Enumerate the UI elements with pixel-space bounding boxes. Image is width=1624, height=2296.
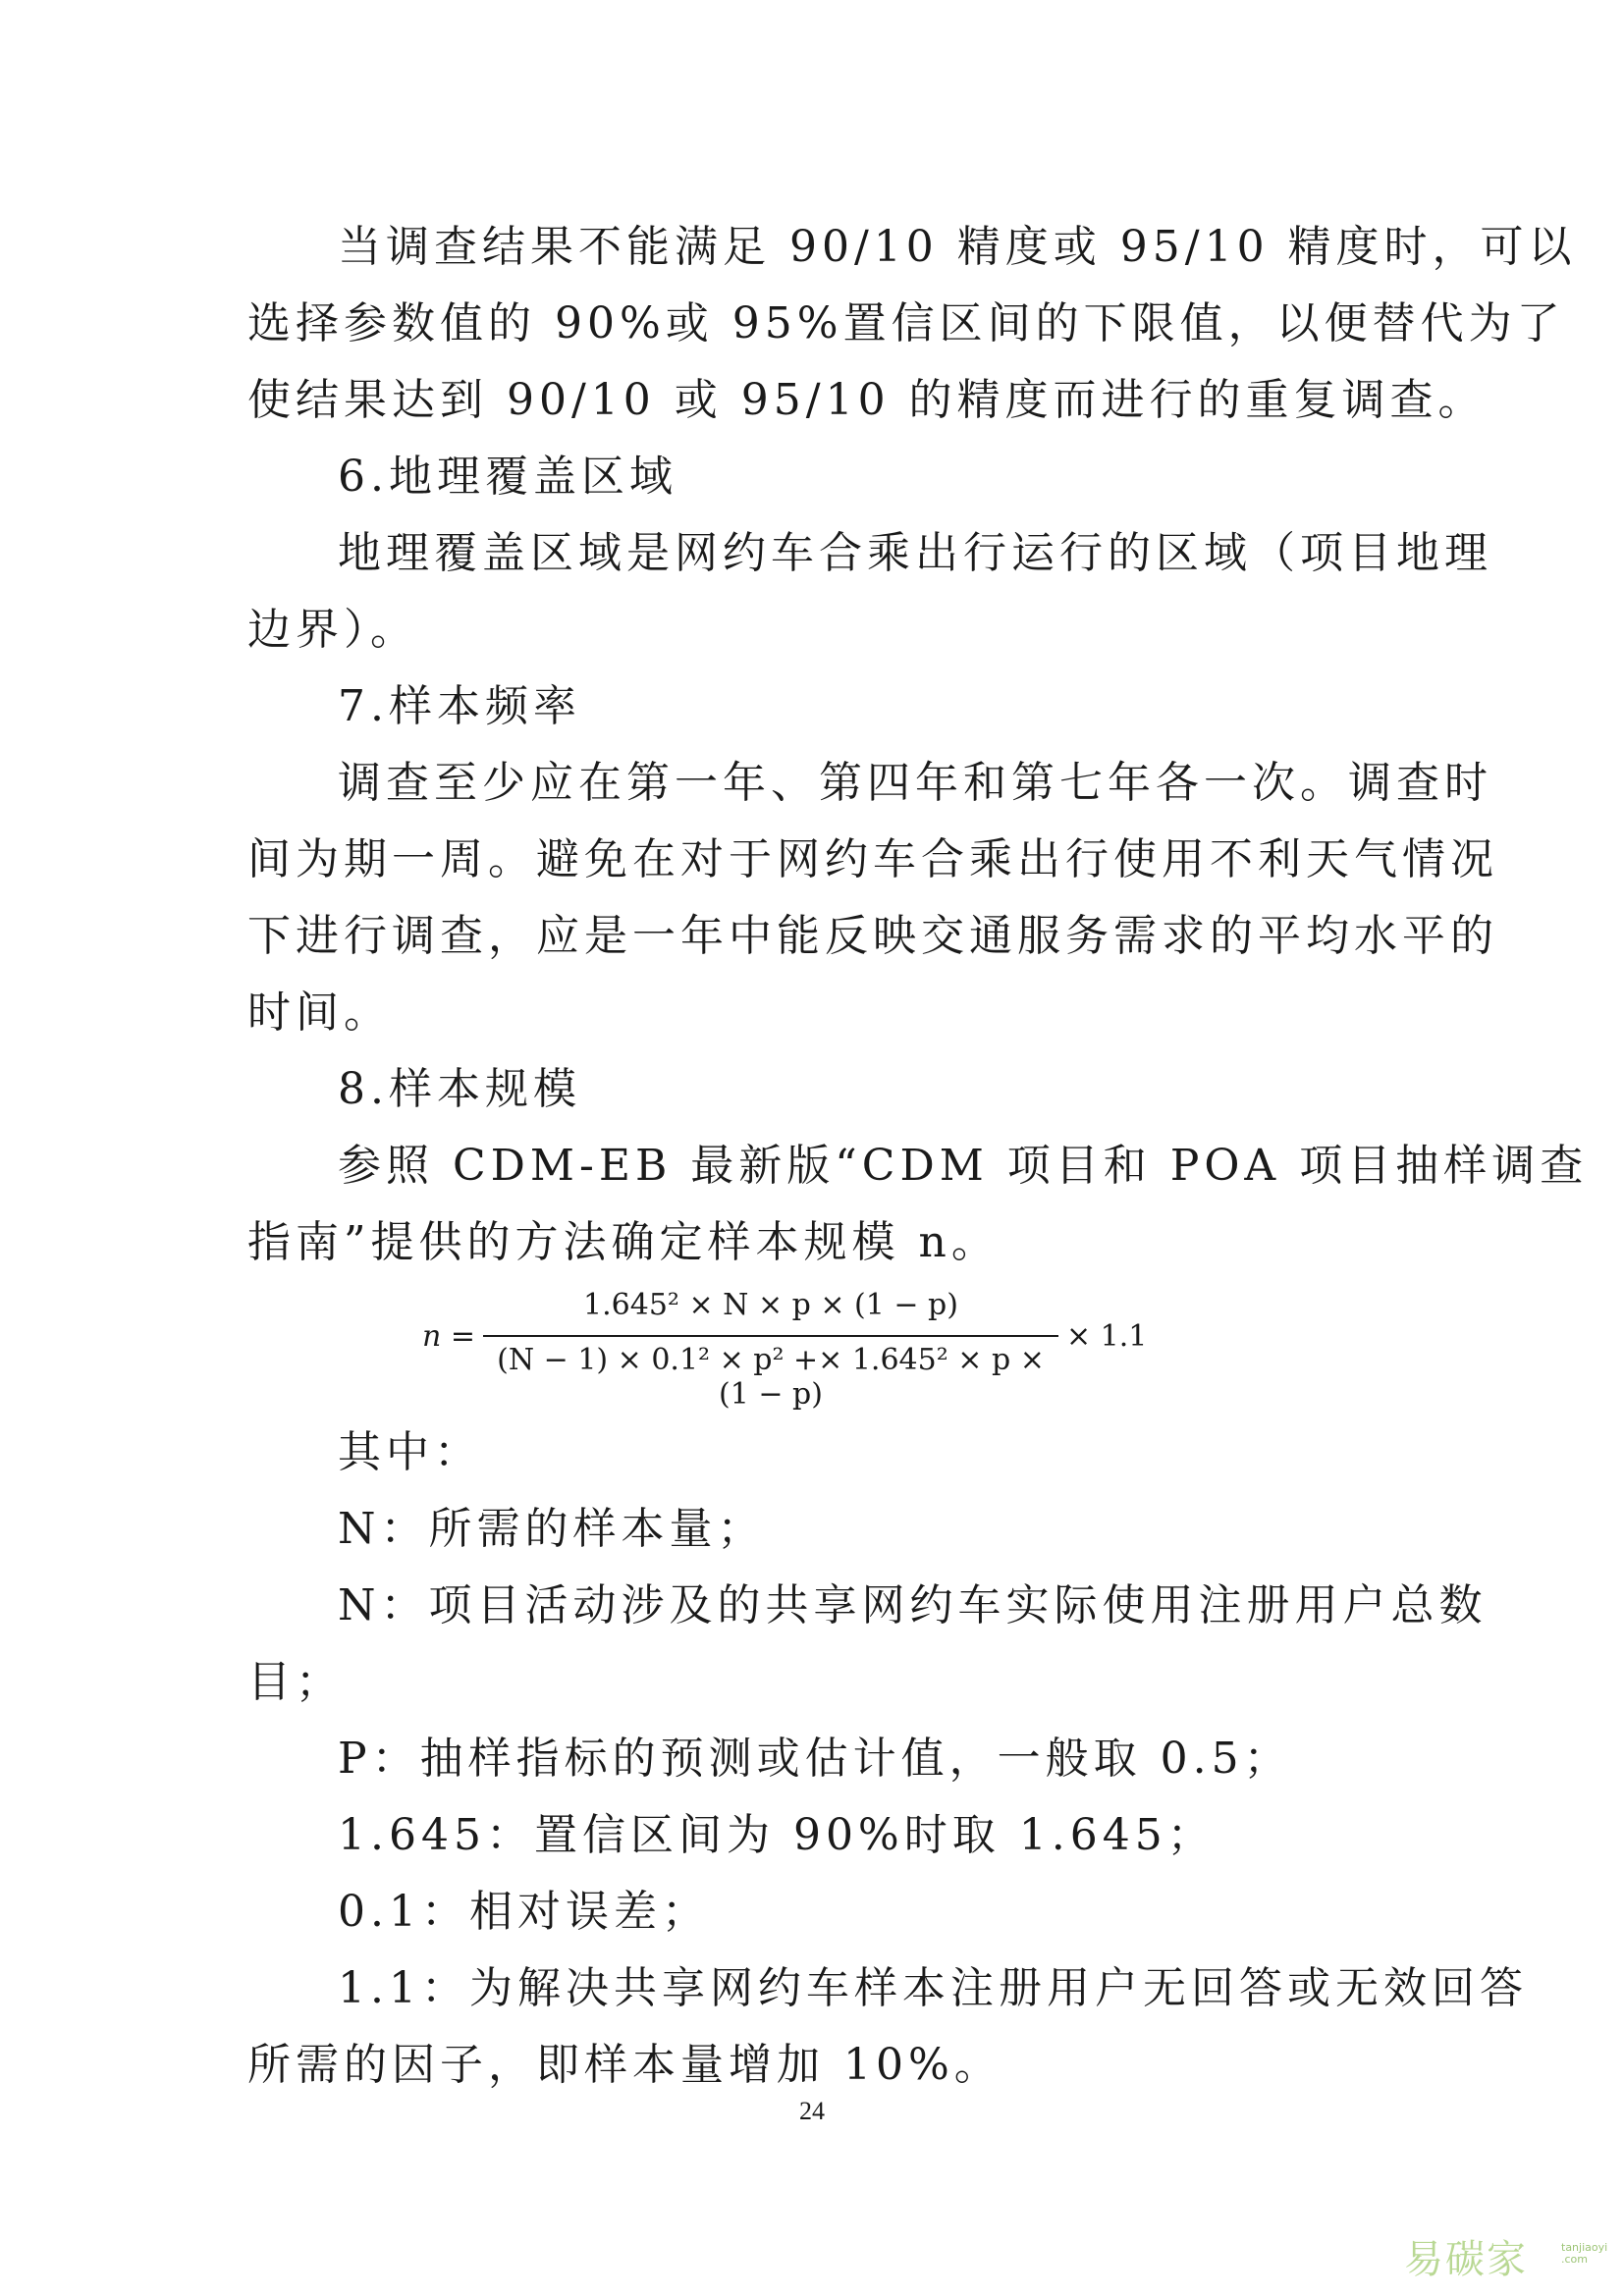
paragraph-line: 当调查结果不能满足 90/10 精度或 95/10 精度时，可以 bbox=[338, 222, 1577, 272]
fraction-bar bbox=[483, 1335, 1058, 1337]
watermark-brand: 易碳家 bbox=[1404, 2237, 1528, 2282]
paragraph-line: 边界）。 bbox=[247, 605, 418, 655]
section-heading: 7.样本频率 bbox=[338, 681, 581, 731]
page-number: 24 bbox=[799, 2097, 825, 2125]
paragraph-line: 参照 CDM-EB 最新版“CDM 项目和 POA 项目抽样调查 bbox=[338, 1141, 1589, 1191]
paragraph-line: 间为期一周。避免在对于网约车合乘出行使用不利天气情况 bbox=[247, 834, 1498, 884]
watermark-logo bbox=[1404, 2228, 1610, 2287]
watermark-site-line: .com bbox=[1561, 2253, 1588, 2266]
formula-denominator: (N − 1) × 0.1² × p² +× 1.645² × p × (1 − p) bbox=[497, 1343, 1045, 1412]
formula-rhs: × 1.1 bbox=[1066, 1319, 1148, 1354]
definition-line: 所需的因子，即样本量增加 10%。 bbox=[247, 2040, 1002, 2090]
definition-line: 1.1：为解决共享网约车样本注册用户无回答或无效回答 bbox=[338, 1963, 1528, 2013]
paragraph-line: 其中： bbox=[338, 1427, 482, 1477]
paragraph-line: 使结果达到 90/10 或 95/10 的精度而进行的重复调查。 bbox=[247, 375, 1487, 425]
paragraph-line: 时间。 bbox=[247, 988, 392, 1038]
watermark-site bbox=[1561, 2242, 1607, 2266]
formula-lhs: n = bbox=[422, 1319, 475, 1354]
definition-line: 1.645：置信区间为 90%时取 1.645； bbox=[338, 1810, 1216, 1860]
watermark-site-line: tanjiaoyi bbox=[1561, 2241, 1608, 2254]
sample-size-formula bbox=[422, 1286, 1208, 1412]
section-heading: 8.样本规模 bbox=[338, 1064, 581, 1114]
definition-line: P：抽样指标的预测或估计值，一般取 0.5； bbox=[338, 1734, 1292, 1784]
paragraph-line: 选择参数值的 90%或 95%置信区间的下限值，以便替代为了 bbox=[247, 298, 1565, 348]
definition-line: N：所需的样本量； bbox=[338, 1504, 766, 1554]
definition-line: 目； bbox=[247, 1657, 344, 1707]
definition-line: N：项目活动涉及的共享网约车实际使用注册用户总数 bbox=[338, 1580, 1488, 1630]
paragraph-line: 地理覆盖区域是网约车合乘出行运行的区域（项目地理 bbox=[338, 528, 1492, 578]
paragraph-line: 调查至少应在第一年、第四年和第七年各一次。调查时 bbox=[338, 758, 1492, 808]
paragraph-line: 下进行调查，应是一年中能反映交通服务需求的平均水平的 bbox=[247, 911, 1498, 961]
section-heading: 6.地理覆盖区域 bbox=[338, 452, 677, 502]
definition-line: 0.1：相对误差； bbox=[338, 1887, 710, 1937]
formula-numerator: 1.645² × N × p × (1 − p) bbox=[583, 1288, 958, 1322]
paragraph-line: 指南”提供的方法确定样本规模 n。 bbox=[247, 1217, 1000, 1267]
